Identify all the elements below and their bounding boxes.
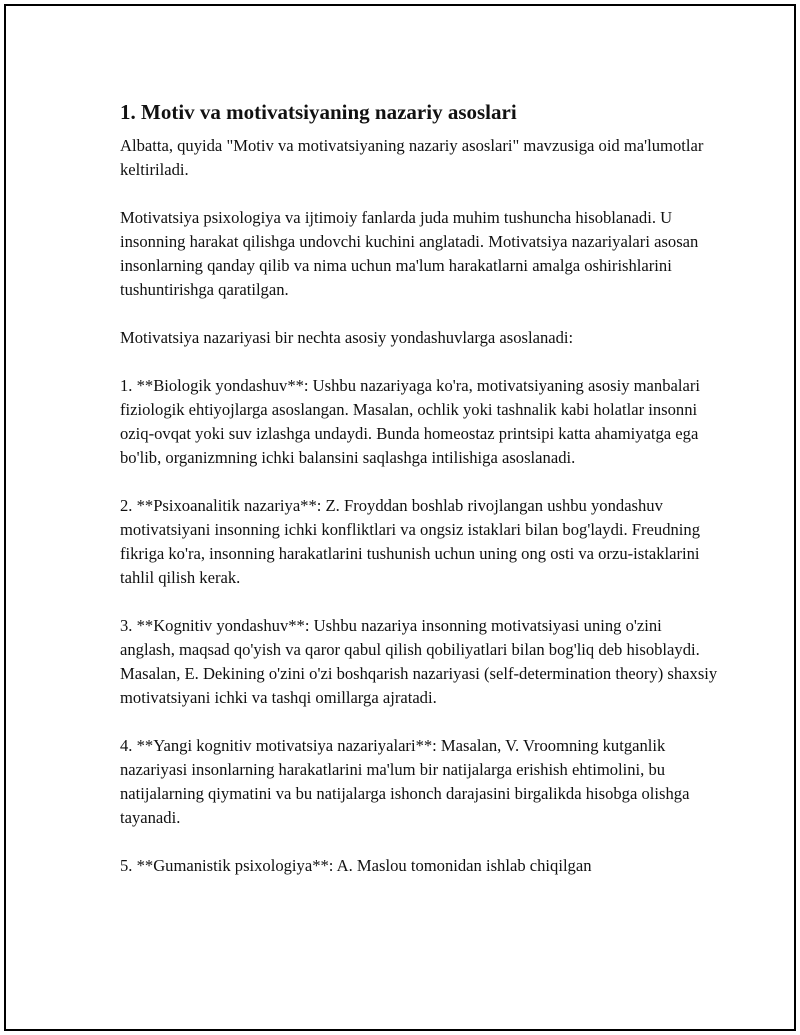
document-title: 1. Motiv va motivatsiyaning nazariy asoslari xyxy=(120,100,517,124)
list-item-humanistic: 5. **Gumanistik psixologiya**: A. Maslou tomonidan ishlab chiqilgan xyxy=(120,856,592,875)
approaches-intro-paragraph: Motivatsiya nazariyasi bir nechta asosiy yondashuvlarga asoslanadi: xyxy=(120,328,574,347)
page-frame xyxy=(4,4,796,1031)
list-item-new-cognitive: 4. **Yangi kognitiv motivatsiya nazariyalari**: Masalan, V. Vroomning kutganlik nazariyasi insonlarning harakatlarini ma'lum bir natijalarga erishish ehtimolini, bu natijalarning qiymatini va bu natijalarga ishonch darajasini birgalikda hisobga olishga tayanadi. xyxy=(120,736,690,827)
list-item-biological: 1. **Biologik yondashuv**: Ushbu nazariyaga ko'ra, motivatsiyaning asosiy manbalari fiziologik ehtiyojlarga asoslangan. Masalan, ochlik yoki tashnalik kabi holatlar insonni oziq-ovqat yoki suv izlashga undaydi. Bunda homeostaz printsipi katta ahamiyatga ega bo'lib, organizmning ichki balansini saqlashga intilishiga asoslanadi. xyxy=(120,376,700,467)
intro-paragraph: Albatta, quyida "Motiv va motivatsiyaning nazariy asoslari" mavzusiga oid ma'lumotlar keltiriladi. xyxy=(120,136,704,179)
document-body xyxy=(120,98,720,902)
list-item-cognitive: 3. **Kognitiv yondashuv**: Ushbu nazariya insonning motivatsiyasi uning o'zini anglash, maqsad qo'yish va qaror qabul qilish qobiliyatlari bilan bog'liq deb hisoblaydi. Masalan, E. Dekining o'zini o'zi boshqarish nazariyasi (self-determination theory) shaxsiy motivatsiyani ichki va tashqi omillarga ajratadi. xyxy=(120,616,718,707)
list-item-psychoanalytic: 2. **Psixoanalitik nazariya**: Z. Froyddan boshlab rivojlangan ushbu yondashuv motivatsiyani insonning ichki konfliktlari va ongsiz istaklari bilan bog'laydi. Freudning fikriga ko'ra, insonning harakatlarini tushunish uchun uning ong osti va orzu-istaklarini tahlil qilish kerak. xyxy=(120,496,701,587)
definition-paragraph: Motivatsiya psixologiya va ijtimoiy fanlarda juda muhim tushuncha hisoblanadi. U insonning harakat qilishga undovchi kuchini anglatadi. Motivatsiya nazariyalari asosan insonlarning qanday qilib va nima uchun ma'lum harakatlarni amalga oshirishlarini tushuntirishga qaratilgan. xyxy=(120,208,699,299)
